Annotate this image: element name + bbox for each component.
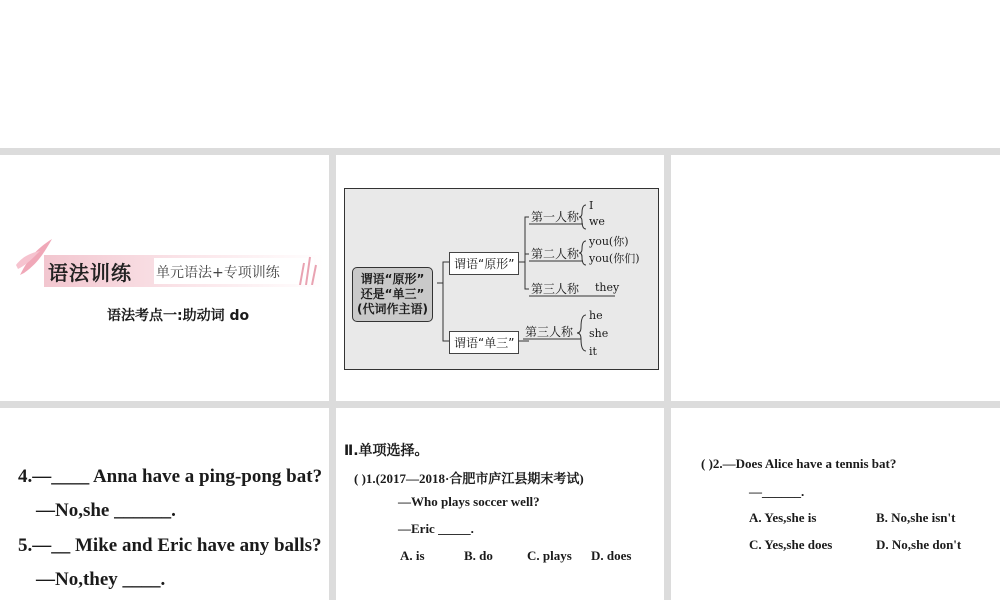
third-person-item-he: he <box>589 309 603 322</box>
question-1-line-2: —Eric _____. <box>398 521 474 536</box>
question-1-head: ( )1.(2017—2018·合肥市庐江县期末考试) <box>354 471 584 486</box>
root-line-3: (代词作主语) <box>357 302 428 316</box>
branch-original-form: 谓语“原形” <box>449 252 519 275</box>
third-person-plural-label: 第三人称 <box>531 282 580 296</box>
third-person-item-they: they <box>595 281 620 294</box>
second-person-label: 第二人称 <box>531 247 580 261</box>
question-2-option-c: C. Yes,she does <box>749 537 833 552</box>
question-4-line-2: —No,she ______. <box>36 500 176 521</box>
mind-map-root <box>352 267 433 322</box>
question-2-option-d: D. No,she don't <box>876 537 962 552</box>
first-person-item-we: we <box>589 215 605 228</box>
section-banner <box>14 231 314 289</box>
panel-grammar-diagram <box>336 155 664 401</box>
root-line-1: 谓语“原形” <box>360 272 425 286</box>
question-1-option-b: B. do <box>464 548 493 563</box>
third-person-single-label: 第三人称 <box>525 325 574 339</box>
panel-multiple-choice-2 <box>671 408 1000 600</box>
question-1-option-a: A. is <box>400 548 425 563</box>
section-subtitle: 单元语法+专项训练 <box>156 265 280 281</box>
grass-icon <box>296 255 320 285</box>
grammar-mind-map <box>344 188 659 370</box>
question-1-option-c: C. plays <box>527 548 572 563</box>
panel-fill-in-questions <box>0 408 329 600</box>
question-5-line-2: —No,they ____. <box>36 569 166 590</box>
branch-third-singular: 谓语“单三” <box>449 331 519 354</box>
third-person-item-she: she <box>589 327 609 340</box>
panel-empty <box>671 155 1000 401</box>
question-2-head: ( )2.—Does Alice have a tennis bat? <box>701 456 897 471</box>
first-person-label: 第一人称 <box>531 210 580 224</box>
second-person-item-you-singular: you(你) <box>589 235 629 248</box>
third-person-item-it: it <box>589 345 597 358</box>
section-heading: Ⅱ.单项选择。 <box>344 443 429 459</box>
second-person-item-you-plural: you(你们) <box>589 252 640 265</box>
panel-multiple-choice-1 <box>336 408 664 600</box>
question-4-line-1: 4.—____ Anna have a ping-pong bat? <box>18 466 323 487</box>
grammar-point-title: 语法考点一:助动词 do <box>107 308 250 324</box>
first-person-item-i: I <box>589 199 594 212</box>
question-2-option-b: B. No,she isn't <box>876 510 956 525</box>
question-2-option-a: A. Yes,she is <box>749 510 817 525</box>
root-line-2: 还是“单三” <box>360 287 425 301</box>
section-title: 语法训练 <box>48 261 132 285</box>
question-2-line: —______. <box>749 484 805 499</box>
question-1-line-1: —Who plays soccer well? <box>398 494 540 509</box>
question-5-line-1: 5.—__ Mike and Eric have any balls? <box>18 535 322 556</box>
question-1-option-d: D. does <box>591 548 632 563</box>
panel-grammar-title <box>0 155 329 401</box>
